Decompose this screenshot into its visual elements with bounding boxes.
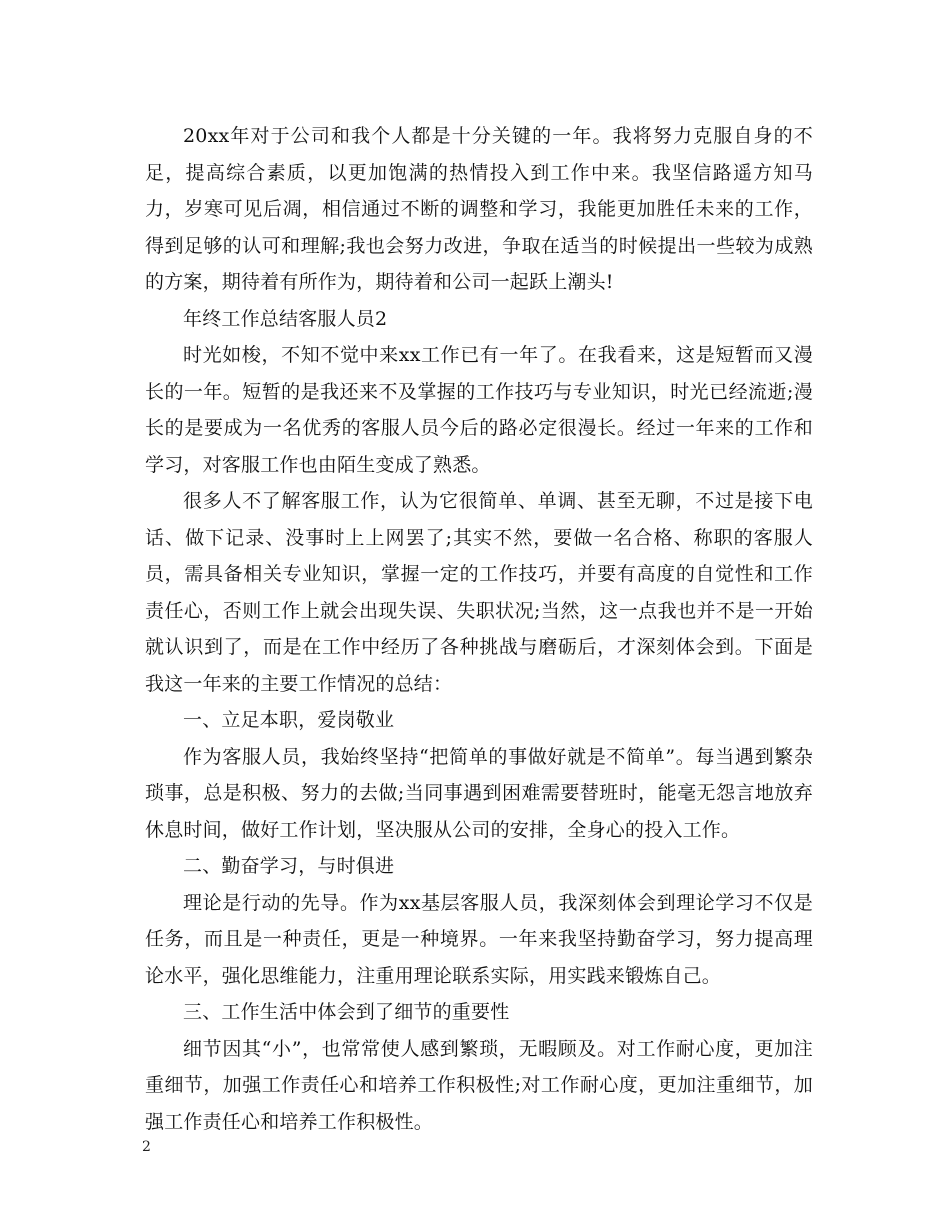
paragraph-details: 细节因其“小”，也常常使人感到繁琐，无暇顾及。对工作耐心度，更加注重细节，加强工作责任心和培养工作积极性;对工作耐心度，更加注重细节，加强工作责任心和培养工作积极性。 [145, 1037, 813, 1133]
paragraph-dedication: 作为客服人员，我始终坚持“把简单的事做好就是不简单”。每当遇到繁杂琐事，总是积极、努力的去做;当同事遇到困难需要替班时，能毫无怨言地放弃休息时间，做好工作计划，坚决服从公司的安排，全身心的投入工作。 [145, 745, 813, 841]
paragraph-time-flies: 时光如梭，不知不觉中来xx工作已有一年了。在我看来，这是短暂而又漫长的一年。短暂的是我还来不及掌握的工作技巧与专业知识，时光已经流逝;漫长的是要成为一名优秀的客服人员今后的路必定很漫长。经过一年来的工作和学习，对客服工作也由陌生变成了熟悉。 [145, 344, 813, 476]
subheading-details: 三、工作生活中体会到了细节的重要性 [183, 1001, 510, 1023]
document-body [145, 118, 813, 1140]
subheading-dedication: 一、立足本职，爱岗敬业 [183, 709, 395, 731]
section-heading-customer-service-2: 年终工作总结客服人员2 [183, 307, 388, 330]
paragraph-study: 理论是行动的先导。作为xx基层客服人员，我深刻体会到理论学习不仅是任务，而且是一种责任，更是一种境界。一年来我坚持勤奋学习，努力提高理论水平，强化思维能力，注重用理论联系实际，用实践来锻炼自己。 [145, 891, 813, 987]
subheading-study: 二、勤奋学习，与时俱进 [183, 855, 395, 877]
page-number: 2 [142, 1139, 151, 1155]
paragraph-intro-closing: 20xx年对于公司和我个人都是十分关键的一年。我将努力克服自身的不足，提高综合素质，以更加饱满的热情投入到工作中来。我坚信路遥方知马力，岁寒可见后凋，相信通过不断的调整和学习，我能更加胜任未来的工作，得到足够的认可和理解;我也会努力改进，争取在适当的时候提出一些较为成熟的方案，期待着有所作为，期待着和公司一起跃上潮头! [145, 125, 813, 293]
paragraph-misunderstanding: 很多人不了解客服工作，认为它很简单、单调、甚至无聊，不过是接下电话、做下记录、没事时上上网罢了;其实不然，要做一名合格、称职的客服人员，需具备相关专业知识，掌握一定的工作技巧，并要有高度的自觉性和工作责任心，否则工作上就会出现失误、失职状况;当然，这一点我也并不是一开始就认识到了，而是在工作中经历了各种挑战与磨砺后，才深刻体会到。下面是我这一年来的主要工作情况的总结： [145, 490, 813, 695]
